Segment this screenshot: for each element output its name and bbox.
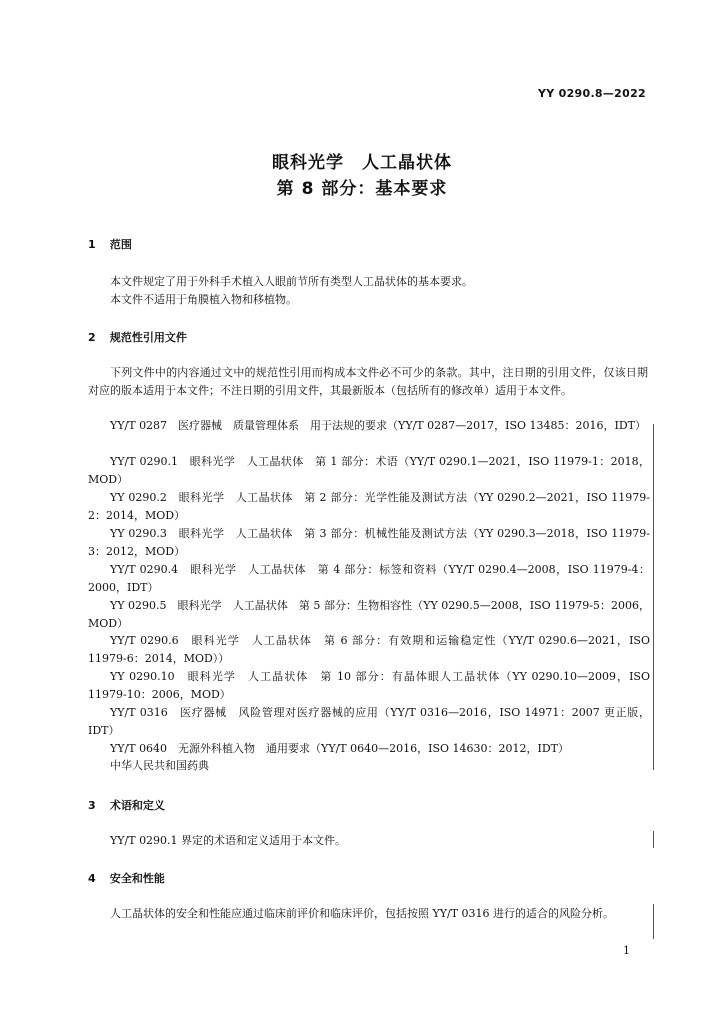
reference-entry: YY/T 0287 医疗器械 质量管理体系 用于法规的要求（YY/T 0287—2017，ISO 13485：2016，IDT） — [110, 419, 646, 432]
revision-bar — [653, 904, 654, 939]
section-title: 安全和性能 — [109, 872, 165, 885]
section-number: 2 — [88, 331, 96, 344]
section-title: 范围 — [109, 238, 132, 251]
reference-entry: YY 0290.5 眼科光学 人工晶状体 第 5 部分：生物相容性（YY 0290.5—2008，ISO 11979-5：2006，MOD） — [88, 599, 650, 630]
reference-entry: YY/T 0290.4 眼科光学 人工晶状体 第 4 部分：标签和资料（YY/T 0290.4—2008，ISO 11979-4：2000，IDT） — [88, 563, 650, 594]
references-intro: 下列文件中的内容通过文中的规范性引用而构成本文件必不可少的条款。其中，注日期的引用文件，仅该日期对应的版本适用于本文件；不注日期的引用文件，其最新版本（包括所有的修改单）适用于本文件。 — [88, 366, 648, 397]
section-heading-normative-references — [88, 329, 187, 345]
section-number: 4 — [88, 872, 96, 885]
document-title-line1: 眼科光学 人工晶状体 — [272, 153, 452, 173]
section-title: 规范性引用文件 — [109, 331, 187, 344]
section-title: 术语和定义 — [109, 799, 165, 812]
reference-entry: YY/T 0290.1 眼科光学 人工晶状体 第 1 部分：术语（YY/T 0290.1—2021，ISO 11979-1：2018，MOD） — [88, 455, 650, 486]
reference-entry: YY 0290.3 眼科光学 人工晶状体 第 3 部分：机械性能及测试方法（YY 0290.3—2018，ISO 11979-3：2012，MOD） — [88, 527, 650, 558]
document-title-line2: 第 8 部分：基本要求 — [276, 179, 448, 199]
reference-entry: YY/T 0316 医疗器械 风险管理对医疗器械的应用（YY/T 0316—2016，ISO 14971：2007 更正版，IDT） — [88, 706, 650, 737]
terms-paragraph: YY/T 0290.1 界定的术语和定义适用于本文件。 — [110, 834, 347, 847]
scope-paragraph-2: 本文件不适用于角膜植入物和移植物。 — [110, 293, 297, 306]
section-number: 3 — [88, 799, 96, 812]
reference-entry: YY 0290.10 眼科光学 人工晶状体 第 10 部分：有晶体眼人工晶状体（YY 0290.10—2009，ISO 11979-10：2006，MOD） — [88, 670, 650, 701]
revision-bar — [653, 424, 654, 770]
section-heading-scope — [88, 236, 132, 252]
reference-entry: YY 0290.2 眼科光学 人工晶状体 第 2 部分：光学性能及测试方法（YY 0290.2—2021，ISO 11979-2：2014，MOD） — [88, 491, 650, 522]
page-number: 1 — [623, 944, 630, 957]
safety-paragraph: 人工晶状体的安全和性能应通过临床前评价和临床评价，包括按照 YY/T 0316 进行的适合的风险分析。 — [110, 907, 615, 920]
reference-entry: 中华人民共和国药典 — [110, 759, 209, 772]
section-heading-safety-performance — [88, 870, 165, 886]
scope-paragraph-1: 本文件规定了用于外科手术植入人眼前节所有类型人工晶状体的基本要求。 — [110, 275, 473, 288]
section-number: 1 — [88, 238, 96, 251]
standard-code: YY 0290.8—2022 — [537, 87, 646, 100]
reference-entry: YY/T 0640 无源外科植入物 通用要求（YY/T 0640—2016，ISO 14630：2012，IDT） — [110, 742, 569, 755]
revision-bar — [653, 831, 654, 848]
reference-entry: YY/T 0290.6 眼科光学 人工晶状体 第 6 部分：有效期和运输稳定性（YY/T 0290.6—2021，ISO 11979-6：2014，MOD）） — [88, 634, 650, 665]
section-heading-terms-definitions — [88, 797, 165, 813]
